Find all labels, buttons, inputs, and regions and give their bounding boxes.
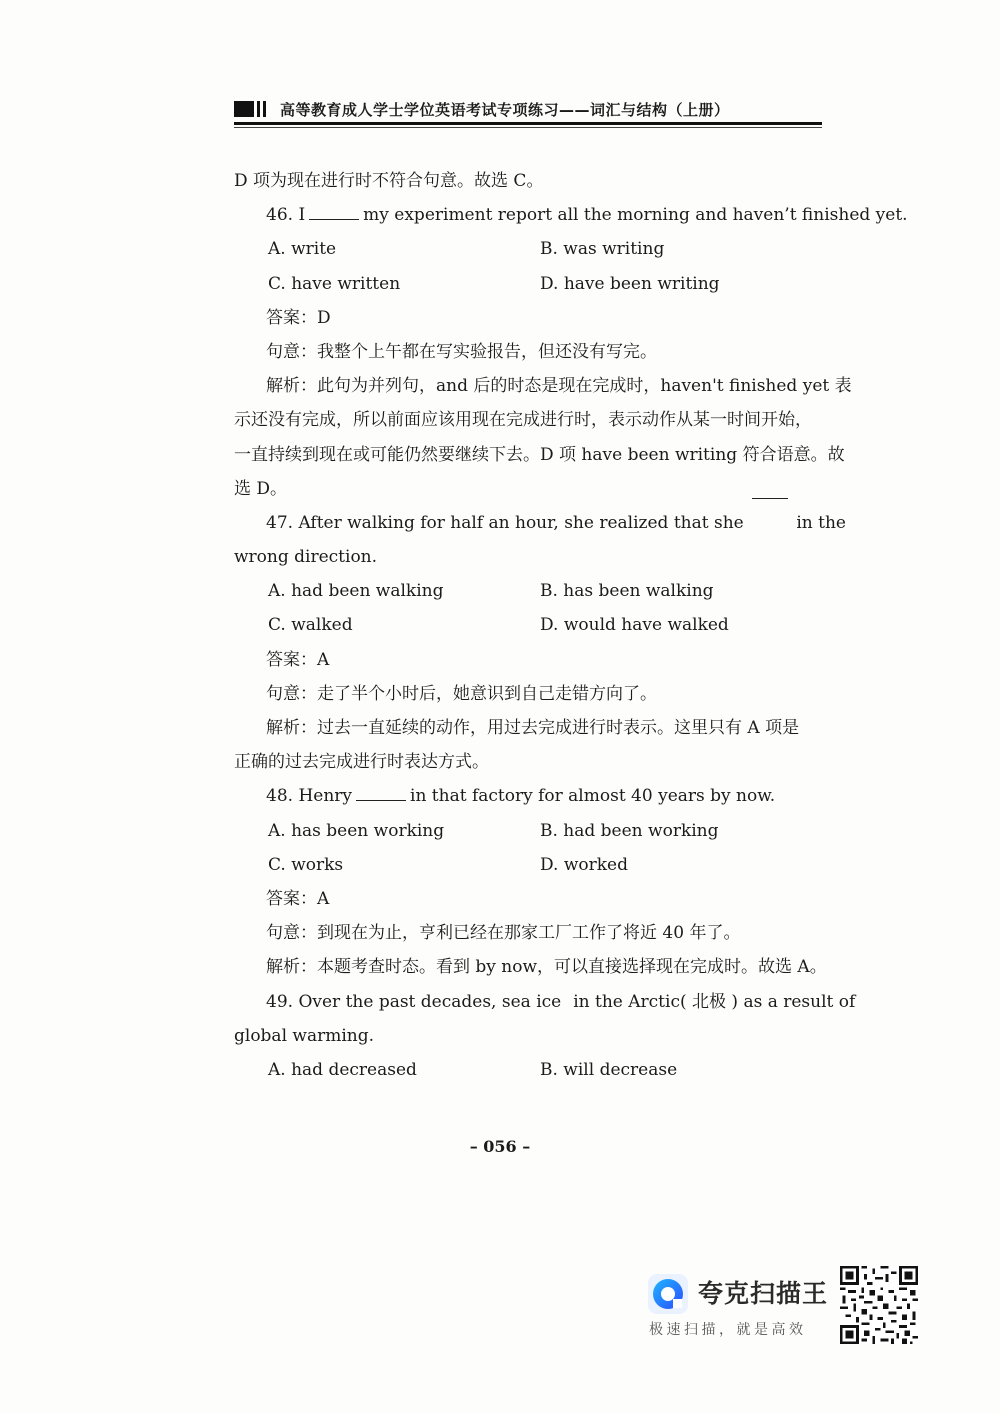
question-46-options-row-1 [234, 232, 846, 266]
question-47-options-row-2 [234, 608, 846, 642]
option-b: B. was writing [540, 239, 665, 260]
answer-blank [356, 799, 406, 801]
question-47-answer: 答案：A [266, 649, 330, 670]
option-d: D. worked [540, 854, 628, 875]
question-46-stem [234, 198, 908, 232]
stem-text: in the Arctic( 北极 ) as a result of [573, 991, 856, 1012]
question-46-answer: 答案：D [266, 307, 331, 328]
option-a: A. had been walking [268, 581, 444, 602]
running-header [234, 96, 822, 122]
option-c: C. walked [268, 615, 353, 636]
question-47-options-row-1 [234, 574, 846, 608]
question-48-options-row-2 [234, 848, 846, 882]
option-d: D. would have walked [540, 615, 729, 636]
option-c: C. have written [268, 273, 401, 294]
question-46-analysis-line: 示还没有完成，所以前面应该用现在完成进行时，表示动作从某一时间开始， [234, 410, 812, 431]
question-46-options-row-2 [234, 267, 846, 301]
question-48-answer: 答案：A [266, 888, 330, 909]
question-47-analysis-line: 正确的过去完成进行时表达方式。 [234, 752, 489, 773]
question-49-stem [234, 985, 856, 1019]
question-46-analysis-line: 一直持续到现在或可能仍然要继续下去。D 项 have been writing 符合语意。故 [234, 444, 845, 465]
question-47-stem [234, 506, 846, 540]
header-mark-icon [234, 101, 266, 117]
answer-blank [752, 497, 789, 499]
question-48-stem [234, 779, 846, 813]
watermark-slogan: 极速扫描，就是高效 [649, 1322, 807, 1338]
question-49-stem-continued: global warming. [234, 1025, 375, 1046]
header-title: 高等教育成人学士学位英语考试专项练习——词汇与结构（上册） [280, 100, 730, 119]
question-48-options-row-1 [234, 814, 846, 848]
option-a: A. has been working [268, 820, 445, 841]
stem-text: 46. I [266, 205, 306, 226]
answer-blank [309, 218, 359, 220]
page-number: – 056 – [469, 1137, 531, 1156]
stem-text: my experiment report all the morning and haven’t finished yet. [363, 205, 908, 226]
question-47-stem-continued: wrong direction. [234, 547, 378, 568]
stem-text: in that factory for almost 40 years by now. [410, 786, 776, 807]
question-46-analysis-line: 解析：此句为并列句，and 后的时态是现在完成时，haven't finished yet 表 [266, 376, 852, 397]
header-rule [234, 122, 822, 125]
stem-text: 47. After walking for half an hour, she realized that she [266, 512, 744, 533]
question-47-meaning: 句意：走了半个小时后，她意识到自己走错方向了。 [266, 683, 657, 704]
stem-text: 49. Over the past decades, sea ice [266, 991, 562, 1012]
question-46-meaning: 句意：我整个上午都在写实验报告，但还没有写完。 [266, 341, 657, 362]
option-a: A. had decreased [268, 1059, 417, 1080]
question-48-analysis-line: 解析：本题考查时态。看到 by now，可以直接选择现在完成时。故选 A。 [266, 957, 827, 978]
option-b: B. had been working [540, 820, 719, 841]
option-b: B. will decrease [540, 1059, 678, 1080]
header-rule-thin [234, 127, 822, 128]
stem-text: in the [796, 512, 846, 533]
quark-logo-icon [648, 1274, 688, 1314]
page-content [234, 164, 908, 1087]
scanner-watermark [646, 1266, 924, 1346]
option-c: C. works [268, 854, 344, 875]
option-d: D. have been writing [540, 273, 720, 294]
question-47-analysis-line: 解析：过去一直延续的动作，用过去完成进行时表示。这里只有 A 项是 [266, 718, 800, 738]
question-48-meaning: 句意：到现在为止，亨利已经在那家工厂工作了将近 40 年了。 [266, 923, 741, 944]
intro-line: D 项为现在进行时不符合句意。故选 C。 [234, 171, 544, 191]
question-46-analysis-line: 选 D。 [234, 478, 288, 499]
qr-code-icon [840, 1266, 918, 1344]
option-a: A. write [268, 239, 337, 260]
watermark-app-name: 夸克扫描王 [698, 1279, 829, 1308]
question-49-options-row-1 [234, 1053, 846, 1087]
option-b: B. has been walking [540, 581, 714, 602]
stem-text: 48. Henry [266, 786, 353, 807]
